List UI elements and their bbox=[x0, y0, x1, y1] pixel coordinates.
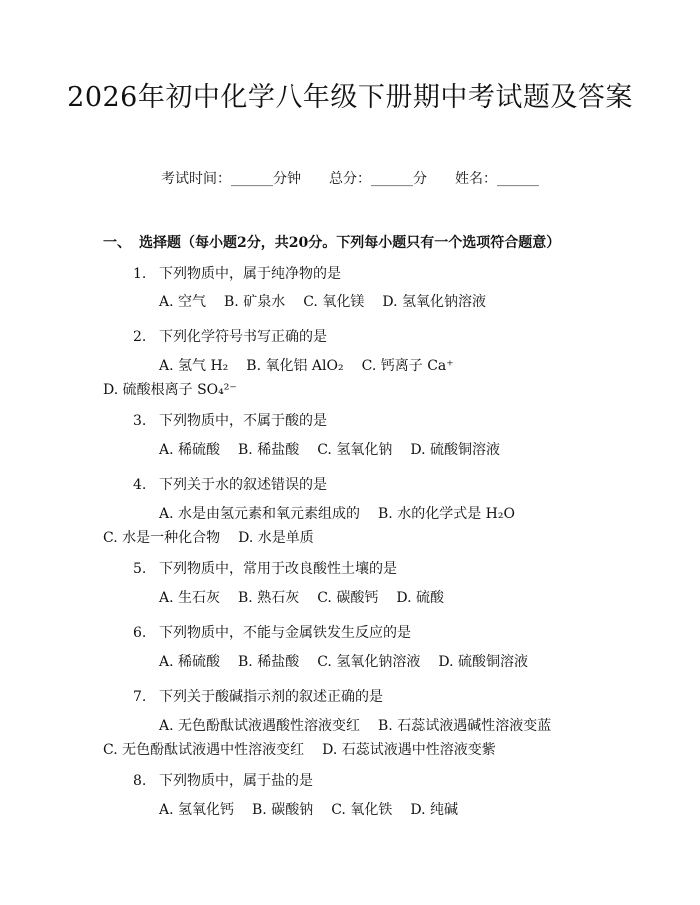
question-number: 5. bbox=[133, 561, 147, 577]
option-c: C. 氧化镁 bbox=[303, 294, 365, 310]
question-number: 3. bbox=[133, 413, 147, 429]
option-c: C. 碳酸钙 bbox=[317, 590, 379, 606]
option-c: C. 氢氧化钠溶液 bbox=[317, 654, 421, 670]
option-a: A. 生石灰 bbox=[159, 590, 221, 606]
question-2-options bbox=[103, 354, 598, 402]
question-text: 下列化学符号书写正确的是 bbox=[159, 329, 327, 345]
option-a: A. 无色酚酞试液遇酸性溶液变红 bbox=[159, 718, 361, 734]
section-heading bbox=[103, 232, 560, 252]
question-4-options bbox=[103, 502, 598, 550]
question-3-options bbox=[103, 438, 603, 462]
question-number: 4. bbox=[133, 477, 147, 493]
question-1 bbox=[103, 263, 623, 283]
option-b: B. 碳酸钠 bbox=[252, 802, 314, 818]
question-5-options bbox=[103, 586, 603, 610]
total-score-label: 总分：______分 bbox=[329, 171, 427, 187]
exam-time-label: 考试时间：______分钟 bbox=[161, 171, 301, 187]
option-a: A. 氢氧化钙 bbox=[159, 802, 235, 818]
option-d: D. 硫酸铜溶液 bbox=[410, 442, 500, 458]
option-b: B. 稀盐酸 bbox=[238, 442, 300, 458]
option-b: B. 水的化学式是 H₂O bbox=[378, 506, 515, 522]
option-c: C. 氧化铁 bbox=[331, 802, 393, 818]
option-a: A. 空气 bbox=[159, 294, 207, 310]
option-c: C. 无色酚酞试液遇中性溶液变红 bbox=[103, 742, 305, 758]
question-6-options bbox=[103, 650, 603, 674]
student-name-label: 姓名：______ bbox=[455, 171, 539, 187]
question-number: 6. bbox=[133, 625, 147, 641]
question-text: 下列关于水的叙述错误的是 bbox=[159, 477, 327, 493]
question-text: 下列物质中，不能与金属铁发生反应的是 bbox=[159, 625, 411, 641]
exam-info-line bbox=[0, 168, 700, 188]
question-8 bbox=[103, 770, 623, 790]
option-b: B. 熟石灰 bbox=[238, 590, 300, 606]
question-number: 2. bbox=[133, 329, 147, 345]
question-number: 1. bbox=[133, 266, 147, 282]
option-b: B. 石蕊试液遇碱性溶液变蓝 bbox=[378, 718, 552, 734]
option-d: D. 氢氧化钠溶液 bbox=[382, 294, 486, 310]
option-d: D. 硫酸 bbox=[396, 590, 444, 606]
option-a: A. 水是由氢元素和氧元素组成的 bbox=[159, 506, 361, 522]
option-d: D. 硫酸根离子 SO₄²⁻ bbox=[103, 382, 237, 398]
question-text: 下列物质中，属于盐的是 bbox=[159, 773, 313, 789]
question-2 bbox=[103, 326, 623, 346]
question-7 bbox=[103, 686, 623, 706]
question-text: 下列物质中，常用于改良酸性土壤的是 bbox=[159, 561, 397, 577]
question-number: 8. bbox=[133, 773, 147, 789]
question-text: 下列物质中，属于纯净物的是 bbox=[159, 266, 341, 282]
option-b: B. 稀盐酸 bbox=[238, 654, 300, 670]
question-1-options bbox=[103, 290, 603, 314]
question-7-options bbox=[103, 714, 598, 762]
option-c: C. 氢氧化钠 bbox=[317, 442, 393, 458]
option-b: B. 矿泉水 bbox=[224, 294, 286, 310]
question-5 bbox=[103, 558, 623, 578]
option-d: D. 纯碱 bbox=[410, 802, 458, 818]
question-text: 下列物质中，不属于酸的是 bbox=[159, 413, 327, 429]
option-d: D. 水是单质 bbox=[238, 530, 314, 546]
section-number: 一、 bbox=[103, 235, 131, 251]
option-c: C. 钙离子 Ca⁺ bbox=[361, 358, 454, 374]
option-b: B. 氧化铝 AlO₂ bbox=[246, 358, 344, 374]
question-3 bbox=[103, 410, 623, 430]
question-6 bbox=[103, 622, 623, 642]
question-number: 7. bbox=[133, 689, 147, 705]
question-text: 下列关于酸碱指示剂的叙述正确的是 bbox=[159, 689, 383, 705]
option-c: C. 水是一种化合物 bbox=[103, 530, 221, 546]
option-d: D. 石蕊试液遇中性溶液变紫 bbox=[322, 742, 496, 758]
question-4 bbox=[103, 474, 623, 494]
option-a: A. 氢气 H₂ bbox=[159, 358, 229, 374]
section-title: 选择题（每小题2分，共20分。下列每小题只有一个选项符合题意） bbox=[139, 235, 561, 251]
option-d: D. 硫酸铜溶液 bbox=[438, 654, 528, 670]
option-a: A. 稀硫酸 bbox=[159, 442, 221, 458]
page-title: 2026年初中化学八年级下册期中考试题及答案 bbox=[67, 82, 633, 113]
option-a: A. 稀硫酸 bbox=[159, 654, 221, 670]
question-8-options bbox=[103, 798, 603, 822]
